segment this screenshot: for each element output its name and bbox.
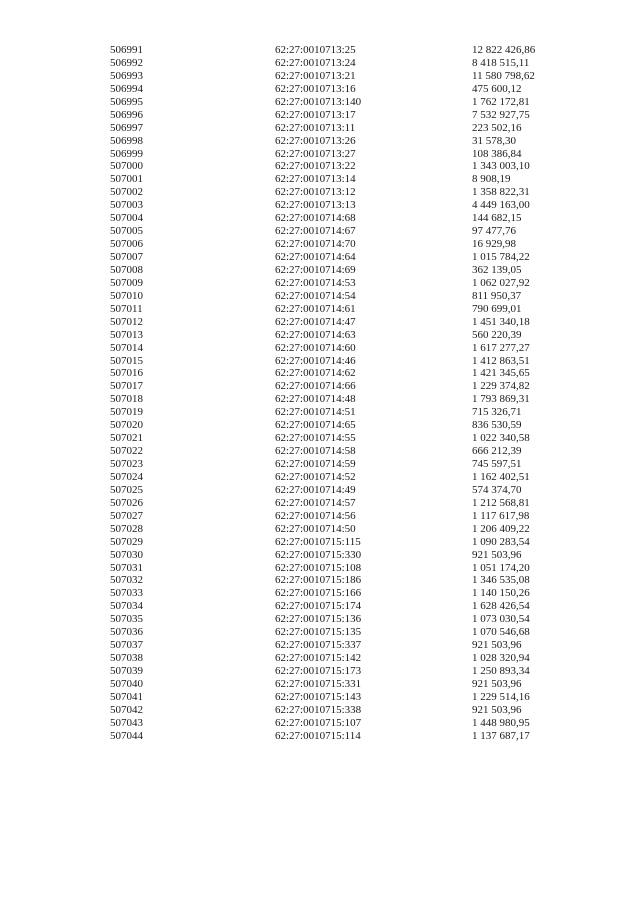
cadastral-number-cell: 62:27:0010714:47 xyxy=(275,315,356,328)
row-number-cell: 507029 xyxy=(110,535,143,548)
table-row xyxy=(0,497,640,510)
row-number-cell: 507042 xyxy=(110,703,143,716)
table-row xyxy=(0,406,640,419)
row-number-cell: 507017 xyxy=(110,380,143,393)
table-row xyxy=(0,549,640,562)
row-number-cell: 507009 xyxy=(110,276,143,289)
cadastral-value-cell: 666 212,39 xyxy=(472,445,522,458)
cadastral-value-cell: 790 699,01 xyxy=(472,302,522,315)
row-number-cell: 507039 xyxy=(110,665,143,677)
cadastral-value-cell: 1 448 980,95 xyxy=(472,716,530,729)
row-number-cell: 507016 xyxy=(110,367,143,380)
row-number-cell: 507022 xyxy=(110,445,143,458)
table-row xyxy=(0,342,640,355)
table-row xyxy=(0,83,640,96)
row-number-cell: 506996 xyxy=(110,108,143,121)
row-number-cell: 507033 xyxy=(110,587,143,600)
table-row xyxy=(0,44,640,57)
cadastral-value-cell: 97 477,76 xyxy=(472,225,516,238)
table-row xyxy=(0,109,640,122)
cadastral-number-cell: 62:27:0010715:115 xyxy=(275,535,361,548)
row-number-cell: 507043 xyxy=(110,716,143,729)
cadastral-value-cell: 1 412 863,51 xyxy=(472,354,530,367)
cadastral-value-cell: 921 503,96 xyxy=(472,677,522,690)
row-number-cell: 506997 xyxy=(110,121,143,134)
cadastral-value-cell: 1 229 374,82 xyxy=(472,380,530,393)
cadastral-number-cell: 62:27:0010715:331 xyxy=(275,677,362,690)
table-row xyxy=(0,471,640,484)
table-row xyxy=(0,290,640,303)
row-number-cell: 506991 xyxy=(110,44,143,56)
table-row xyxy=(0,665,640,678)
table-row xyxy=(0,380,640,393)
cadastral-value-cell: 921 503,96 xyxy=(472,548,522,561)
row-number-cell: 507002 xyxy=(110,186,143,199)
row-number-cell: 506994 xyxy=(110,82,143,95)
cadastral-number-cell: 62:27:0010713:27 xyxy=(275,147,356,160)
table-row xyxy=(0,458,640,471)
row-number-cell: 506995 xyxy=(110,95,143,108)
cadastral-value-cell: 715 326,71 xyxy=(472,406,522,419)
cadastral-number-cell: 62:27:0010714:55 xyxy=(275,432,356,445)
cadastral-value-cell: 1 015 784,22 xyxy=(472,251,530,263)
row-number-cell: 507038 xyxy=(110,652,143,665)
table-row xyxy=(0,419,640,432)
table-row xyxy=(0,691,640,704)
row-number-cell: 507021 xyxy=(110,432,143,445)
cadastral-number-cell: 62:27:0010715:330 xyxy=(275,548,362,561)
table-row xyxy=(0,613,640,626)
cadastral-number-cell: 62:27:0010713:11 xyxy=(275,121,356,134)
cadastral-value-cell: 1 051 174,20 xyxy=(472,561,530,574)
cadastral-number-cell: 62:27:0010714:49 xyxy=(275,483,356,496)
table-row xyxy=(0,484,640,497)
row-number-cell: 507027 xyxy=(110,509,143,522)
cadastral-number-cell: 62:27:0010714:51 xyxy=(275,406,356,419)
cadastral-value-cell: 144 682,15 xyxy=(472,212,522,225)
table-row xyxy=(0,393,640,406)
row-number-cell: 507012 xyxy=(110,315,143,328)
cadastral-value-cell: 8 908,19 xyxy=(472,173,511,186)
cadastral-value-cell: 921 503,96 xyxy=(472,703,522,716)
cadastral-number-cell: 62:27:0010715:107 xyxy=(275,716,362,729)
cadastral-value-cell: 31 578,30 xyxy=(472,134,516,147)
cadastral-value-cell: 1 073 030,54 xyxy=(472,613,530,626)
row-number-cell: 507010 xyxy=(110,289,143,302)
row-number-cell: 507028 xyxy=(110,522,143,535)
cadastral-value-cell: 1 062 027,92 xyxy=(472,276,530,289)
row-number-cell: 507011 xyxy=(110,302,143,315)
row-number-cell: 506999 xyxy=(110,147,143,160)
row-number-cell: 507008 xyxy=(110,263,143,276)
table-row xyxy=(0,160,640,173)
row-number-cell: 507025 xyxy=(110,483,143,496)
table-row xyxy=(0,445,640,458)
cadastral-number-cell: 62:27:0010714:62 xyxy=(275,367,356,380)
table-row xyxy=(0,225,640,238)
cadastral-number-cell: 62:27:0010714:69 xyxy=(275,263,356,276)
table-row xyxy=(0,523,640,536)
row-number-cell: 507014 xyxy=(110,341,143,354)
cadastral-value-cell: 1 793 869,31 xyxy=(472,393,530,406)
table-row xyxy=(0,562,640,575)
table-row xyxy=(0,432,640,445)
row-number-cell: 507044 xyxy=(110,729,143,742)
table-row xyxy=(0,355,640,368)
cadastral-number-cell: 62:27:0010715:337 xyxy=(275,639,362,652)
cadastral-number-cell: 62:27:0010715:135 xyxy=(275,626,362,639)
cadastral-number-cell: 62:27:0010714:58 xyxy=(275,445,356,458)
cadastral-number-cell: 62:27:0010715:143 xyxy=(275,690,362,703)
cadastral-number-cell: 62:27:0010713:21 xyxy=(275,69,356,82)
row-number-cell: 507023 xyxy=(110,458,143,470)
cadastral-number-cell: 62:27:0010715:186 xyxy=(275,574,362,587)
table-row xyxy=(0,277,640,290)
cadastral-value-cell: 223 502,16 xyxy=(472,121,522,134)
cadastral-value-cell: 1 343 003,10 xyxy=(472,160,530,173)
row-number-cell: 507036 xyxy=(110,626,143,639)
cadastral-value-cell: 1 117 617,98 xyxy=(472,509,530,522)
table-row xyxy=(0,678,640,691)
row-number-cell: 507005 xyxy=(110,225,143,238)
table-row xyxy=(0,316,640,329)
row-number-cell: 507019 xyxy=(110,406,143,419)
cadastral-number-cell: 62:27:0010713:24 xyxy=(275,56,356,69)
table-row xyxy=(0,510,640,523)
cadastral-value-cell: 921 503,96 xyxy=(472,639,522,652)
table-row xyxy=(0,717,640,730)
cadastral-value-cell: 1 358 822,31 xyxy=(472,186,530,199)
table-row xyxy=(0,536,640,549)
table-row xyxy=(0,148,640,161)
cadastral-value-cell: 836 530,59 xyxy=(472,419,522,432)
table-row xyxy=(0,574,640,587)
cadastral-value-cell: 1 421 345,65 xyxy=(472,367,530,380)
cadastral-number-cell: 62:27:0010713:12 xyxy=(275,186,356,199)
cadastral-number-cell: 62:27:0010713:13 xyxy=(275,199,356,212)
row-number-cell: 507031 xyxy=(110,561,143,574)
cadastral-number-cell: 62:27:0010713:14 xyxy=(275,173,356,186)
table-row xyxy=(0,730,640,743)
cadastral-value-cell: 1 212 568,81 xyxy=(472,496,530,509)
cadastral-value-cell: 1 628 426,54 xyxy=(472,600,530,613)
cadastral-number-cell: 62:27:0010714:50 xyxy=(275,522,356,535)
cadastral-number-cell: 62:27:0010714:70 xyxy=(275,238,356,251)
row-number-cell: 507015 xyxy=(110,354,143,367)
cadastral-value-cell: 560 220,39 xyxy=(472,328,522,341)
cadastral-number-cell: 62:27:0010714:53 xyxy=(275,276,356,289)
cadastral-value-cell: 1 346 535,08 xyxy=(472,574,530,587)
cadastral-value-cell: 1 140 150,26 xyxy=(472,587,530,600)
cadastral-value-cell: 1 137 687,17 xyxy=(472,729,530,742)
row-number-cell: 506993 xyxy=(110,69,143,82)
row-number-cell: 507007 xyxy=(110,251,143,263)
table-row xyxy=(0,652,640,665)
cadastral-value-cell: 811 950,37 xyxy=(472,289,522,302)
cadastral-value-cell: 1 090 283,54 xyxy=(472,535,530,548)
cadastral-number-cell: 62:27:0010715:174 xyxy=(275,600,362,613)
row-number-cell: 507001 xyxy=(110,173,143,186)
cadastral-value-cell: 574 374,70 xyxy=(472,483,522,496)
row-number-cell: 507026 xyxy=(110,496,143,509)
cadastral-number-cell: 62:27:0010714:66 xyxy=(275,380,356,393)
row-number-cell: 507037 xyxy=(110,639,143,652)
row-number-cell: 507034 xyxy=(110,600,143,613)
cadastral-number-cell: 62:27:0010715:136 xyxy=(275,613,362,626)
cadastral-number-cell: 62:27:0010714:56 xyxy=(275,509,356,522)
cadastral-number-cell: 62:27:0010714:46 xyxy=(275,354,356,367)
table-row xyxy=(0,57,640,70)
cadastral-number-cell: 62:27:0010713:17 xyxy=(275,108,356,121)
table-row xyxy=(0,251,640,264)
cadastral-value-cell: 16 929,98 xyxy=(472,238,516,251)
cadastral-value-cell: 11 580 798,62 xyxy=(472,69,535,82)
row-number-cell: 507041 xyxy=(110,690,143,703)
cadastral-value-cell: 8 418 515,11 xyxy=(472,56,530,69)
cadastral-number-cell: 62:27:0010713:26 xyxy=(275,134,356,147)
table-row xyxy=(0,639,640,652)
cadastral-number-cell: 62:27:0010714:54 xyxy=(275,289,356,302)
row-number-cell: 507032 xyxy=(110,574,143,587)
cadastral-number-cell: 62:27:0010714:52 xyxy=(275,470,356,483)
cadastral-value-cell: 1 762 172,81 xyxy=(472,95,530,108)
table-row xyxy=(0,96,640,109)
table-row xyxy=(0,186,640,199)
cadastral-number-cell: 62:27:0010714:60 xyxy=(275,341,356,354)
table-row xyxy=(0,122,640,135)
cadastral-value-cell: 1 022 340,58 xyxy=(472,432,530,445)
cadastral-number-cell: 62:27:0010715:108 xyxy=(275,561,362,574)
cadastral-number-cell: 62:27:0010713:22 xyxy=(275,160,356,173)
table-row xyxy=(0,70,640,83)
row-number-cell: 507000 xyxy=(110,160,143,173)
table-row xyxy=(0,303,640,316)
cadastral-value-cell: 1 229 514,16 xyxy=(472,690,530,703)
row-number-cell: 506998 xyxy=(110,134,143,147)
row-number-cell: 507013 xyxy=(110,328,143,341)
cadastral-number-cell: 62:27:0010715:114 xyxy=(275,729,361,742)
cadastral-number-cell: 62:27:0010715:166 xyxy=(275,587,362,600)
cadastral-number-cell: 62:27:0010714:64 xyxy=(275,251,356,263)
table-row xyxy=(0,587,640,600)
table-row xyxy=(0,212,640,225)
table-row xyxy=(0,173,640,186)
row-number-cell: 506992 xyxy=(110,56,143,69)
table-row xyxy=(0,367,640,380)
cadastral-number-cell: 62:27:0010714:68 xyxy=(275,212,356,225)
row-number-cell: 507035 xyxy=(110,613,143,626)
cadastral-number-cell: 62:27:0010714:65 xyxy=(275,419,356,432)
table-row xyxy=(0,329,640,342)
row-number-cell: 507024 xyxy=(110,470,143,483)
row-number-cell: 507004 xyxy=(110,212,143,225)
cadastral-number-cell: 62:27:0010714:59 xyxy=(275,458,356,470)
cadastral-value-cell: 12 822 426,86 xyxy=(472,44,536,56)
cadastral-value-cell: 362 139,05 xyxy=(472,263,522,276)
cadastral-value-cell: 745 597,51 xyxy=(472,458,522,470)
row-number-cell: 507003 xyxy=(110,199,143,212)
table-row xyxy=(0,264,640,277)
cadastral-number-cell: 62:27:0010714:63 xyxy=(275,328,356,341)
table-row xyxy=(0,626,640,639)
cadastral-number-cell: 62:27:0010713:16 xyxy=(275,82,356,95)
cadastral-number-cell: 62:27:0010714:48 xyxy=(275,393,356,406)
row-number-cell: 507040 xyxy=(110,677,143,690)
cadastral-value-cell: 4 449 163,00 xyxy=(472,199,530,212)
row-number-cell: 507030 xyxy=(110,548,143,561)
cadastral-number-cell: 62:27:0010715:173 xyxy=(275,665,362,677)
cadastral-value-cell: 1 206 409,22 xyxy=(472,522,530,535)
cadastral-number-cell: 62:27:0010714:57 xyxy=(275,496,356,509)
cadastral-value-table xyxy=(0,44,640,743)
cadastral-value-cell: 1 162 402,51 xyxy=(472,470,530,483)
cadastral-value-cell: 7 532 927,75 xyxy=(472,108,530,121)
row-number-cell: 507020 xyxy=(110,419,143,432)
cadastral-value-cell: 1 028 320,94 xyxy=(472,652,530,665)
table-row xyxy=(0,135,640,148)
cadastral-number-cell: 62:27:0010715:142 xyxy=(275,652,362,665)
cadastral-number-cell: 62:27:0010715:338 xyxy=(275,703,362,716)
cadastral-value-cell: 108 386,84 xyxy=(472,147,522,160)
cadastral-number-cell: 62:27:0010714:61 xyxy=(275,302,356,315)
table-row xyxy=(0,238,640,251)
cadastral-value-cell: 1 070 546,68 xyxy=(472,626,530,639)
row-number-cell: 507018 xyxy=(110,393,143,406)
cadastral-value-cell: 475 600,12 xyxy=(472,82,522,95)
cadastral-number-cell: 62:27:0010714:67 xyxy=(275,225,356,238)
row-number-cell: 507006 xyxy=(110,238,143,251)
cadastral-number-cell: 62:27:0010713:25 xyxy=(275,44,356,56)
table-row xyxy=(0,704,640,717)
table-row xyxy=(0,199,640,212)
cadastral-value-cell: 1 451 340,18 xyxy=(472,315,530,328)
table-row xyxy=(0,600,640,613)
cadastral-value-cell: 1 617 277,27 xyxy=(472,341,530,354)
cadastral-value-cell: 1 250 893,34 xyxy=(472,665,530,677)
cadastral-number-cell: 62:27:0010713:140 xyxy=(275,95,362,108)
